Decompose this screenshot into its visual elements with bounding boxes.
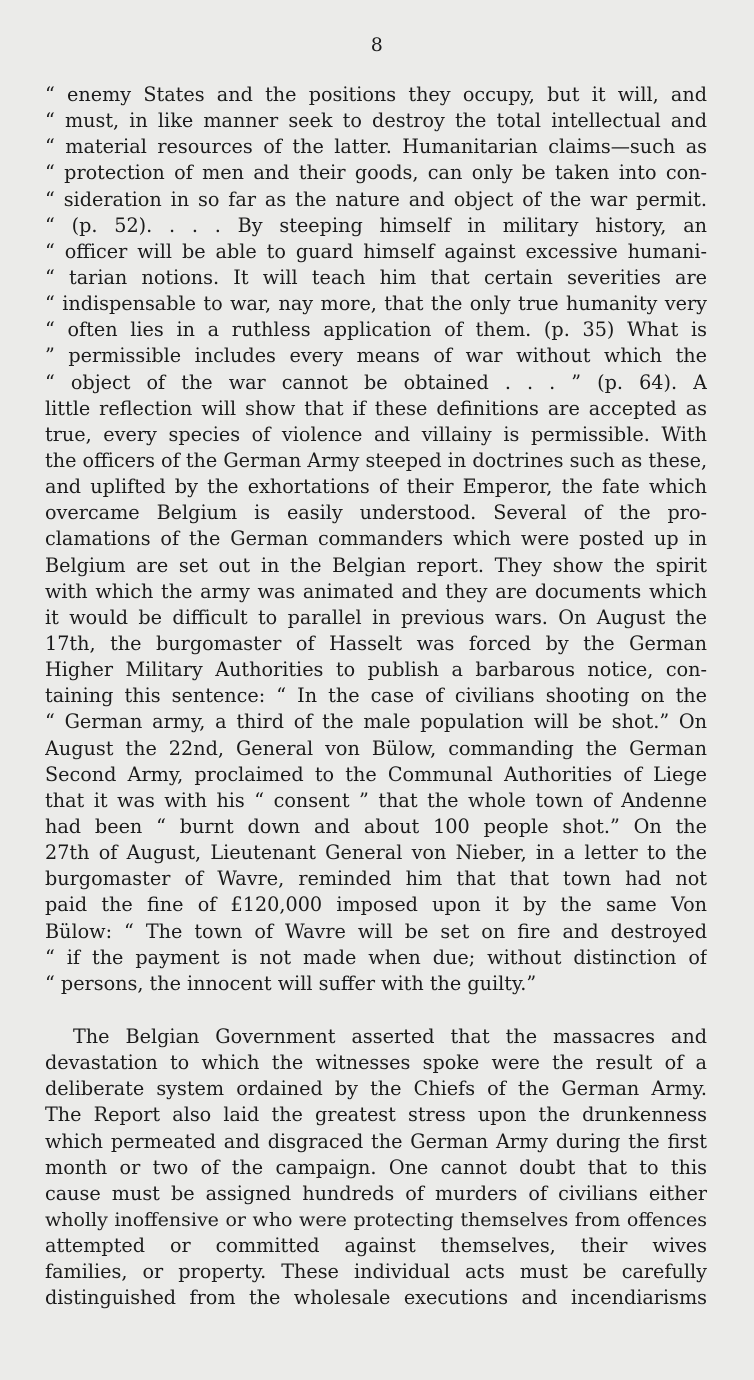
text-line: wholly inoffensive or who were protecting themselves from offences <box>45 1208 707 1231</box>
text-line: The Belgian Government asserted that the massacres and <box>73 1025 707 1048</box>
text-line: The Report also laid the greatest stress upon the drunkenness <box>45 1103 707 1127</box>
text-line: “ material resources of the latter. Humanitarian claims—such as <box>45 135 707 159</box>
text-line: August the 22nd, General von Bülow, commanding the German <box>45 736 707 760</box>
text-line: “ often lies in a ruthless application of them. (p. 35) What is <box>45 318 707 342</box>
text-line: the officers of the German Army steeped in doctrines such as these, <box>45 448 707 472</box>
text-line: “ (p. 52). . . . By steeping himself in military history, an <box>45 213 707 237</box>
text-line: “ German army, a third of the male population will be shot.” On <box>45 710 707 734</box>
text-line: month or two of the campaign. One cannot doubt that to this <box>45 1155 707 1179</box>
text-line: taining this sentence: “ In the case of civilians shooting on the <box>45 684 707 708</box>
text-line: “ if the payment is not made when due; without distinction of <box>45 945 707 969</box>
text-line: distinguished from the wholesale executions and incendiarisms <box>45 1286 707 1310</box>
text-line: overcame Belgium is easily understood. Several of the pro- <box>45 501 707 525</box>
text-line: had been “ burnt down and about 100 people shot.” On the <box>45 814 707 838</box>
text-line: attempted or committed against themselves, their wives <box>45 1234 707 1258</box>
text-line: that it was with his “ consent ” that the whole town of Andenne <box>45 788 707 812</box>
text-line: 17th, the burgomaster of Hasselt was forced by the German <box>45 631 707 655</box>
text-line: ” permissible includes every means of war without which the <box>45 344 707 368</box>
text-line: devastation to which the witnesses spoke were the result of a <box>45 1051 707 1075</box>
text-line: “ sideration in so far as the nature and object of the war permit. <box>45 187 707 211</box>
page-number: 8 <box>370 34 384 56</box>
text-line: cause must be assigned hundreds of murders of civilians either <box>45 1181 707 1205</box>
text-line: and uplifted by the exhortations of their Emperor, the fate which <box>45 475 707 499</box>
text-line: it would be difficult to parallel in previous wars. On August the <box>45 605 707 629</box>
text-line: “ enemy States and the positions they occupy, but it will, and <box>45 83 707 106</box>
text-line: “ object of the war cannot be obtained . . . ” (p. 64). A <box>45 370 707 394</box>
text-line: “ persons, the innocent will suffer with the guilty.” <box>45 971 537 995</box>
text-line: 27th of August, Lieutenant General von Nieber, in a letter to the <box>45 841 707 865</box>
text-line: little reflection will show that if these definitions are accepted as <box>45 396 707 420</box>
text-line: Bülow: “ The town of Wavre will be set on fire and destroyed <box>45 919 707 943</box>
text-line: which permeated and disgraced the German Army during the first <box>45 1129 707 1153</box>
text-line: deliberate system ordained by the Chiefs of the German Army. <box>45 1077 707 1101</box>
text-line: true, every species of violence and villainy is permissible. With <box>45 422 707 446</box>
text-line: clamations of the German commanders which were posted up in <box>45 527 707 551</box>
text-line: burgomaster of Wavre, reminded him that that town had not <box>45 867 707 891</box>
paragraph-quotation <box>45 82 707 997</box>
text-line: “ tarian notions. It will teach him that certain severities are <box>45 265 707 289</box>
text-line: “ officer will be able to guard himself against excessive humani- <box>45 239 707 263</box>
text-line: Second Army, proclaimed to the Communal Authorities of Liege <box>45 762 707 786</box>
text-line: families, or property. These individual acts must be carefully <box>45 1260 707 1284</box>
text-line: “ protection of men and their goods, can only be taken into con- <box>45 161 707 185</box>
text-line: “ indispensable to war, nay more, that the only true humanity very <box>45 292 707 316</box>
text-line: “ must, in like manner seek to destroy the total intellectual and <box>45 109 707 133</box>
text-line: paid the fine of £120,000 imposed upon it by the same Von <box>45 893 707 917</box>
text-line: Higher Military Authorities to publish a barbarous notice, con- <box>45 658 707 682</box>
text-line: with which the army was animated and they are documents which <box>45 579 707 603</box>
paragraph-belgian-government <box>45 1024 707 1312</box>
text-line: Belgium are set out in the Belgian report. They show the spirit <box>45 553 707 577</box>
